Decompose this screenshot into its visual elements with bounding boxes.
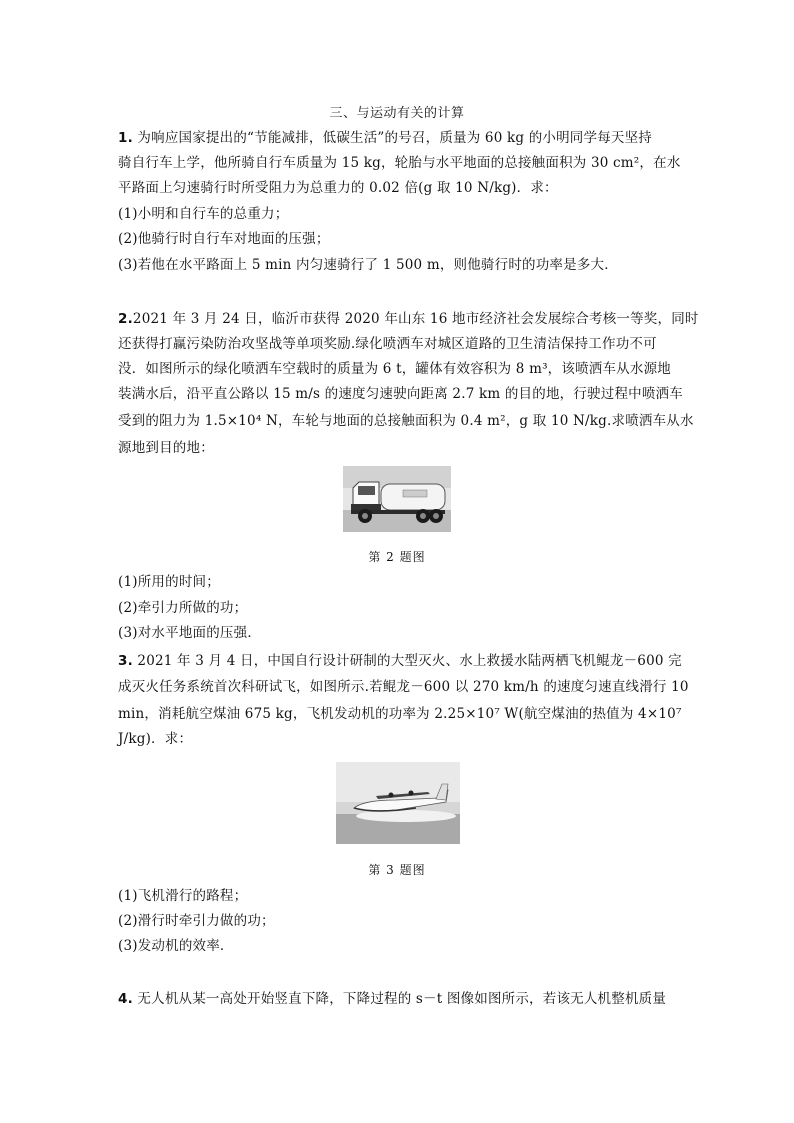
q1-sub-2: (2)他骑行时自行车对地面的压强； <box>118 231 330 247</box>
q1-sub-3: (3)若他在水平路面上 5 min 内匀速骑行了 1 500 m，则他骑行时的功率是多大． <box>118 257 618 273</box>
water-truck-image <box>343 466 451 532</box>
q3-line-4: J/kg)．求： <box>118 731 193 747</box>
q1-line-3: 平路面上匀速骑行时所受阻力为总重力的 0.02 倍(g 取 10 N/kg)．求： <box>118 180 558 196</box>
q1-sub-1: (1)小明和自行车的总重力； <box>118 206 289 222</box>
q3-sub-2: (2)滑行时牵引力做的功； <box>118 913 275 929</box>
q2-sub-2: (2)牵引力所做的功； <box>118 600 248 616</box>
q3-sub-3: (3)发动机的效率． <box>118 938 234 954</box>
q2-figure-caption: 第 2 题图 <box>368 550 426 564</box>
seaplane-image <box>336 762 460 844</box>
q3-line-3: min，消耗航空煤油 675 kg，飞机发动机的功率为 2.25×10⁷ W(航空煤油的热值为 4×10⁷ <box>118 706 682 722</box>
q3-number: 3. <box>118 653 133 669</box>
q3-figure-caption: 第 3 题图 <box>368 863 426 877</box>
q4-line-1: 4. 无人机从某一高处开始竖直下降，下降过程的 s－t 图像如图所示，若该无人机整机质量 <box>118 991 667 1007</box>
q4-number: 4. <box>118 991 133 1007</box>
q3-line-2: 成灭火任务系统首次科研试飞，如图所示.若鲲龙－600 以 270 km/h 的速度匀速直线滑行 10 <box>118 679 689 695</box>
q2-sub-1: (1)所用的时间； <box>118 574 220 590</box>
q2-line-5: 受到的阻力为 1.5×10⁴ N，车轮与地面的总接触面积为 0.4 m²，g 取 10 N/kg.求喷洒车从水 <box>118 413 694 429</box>
q2-number: 2. <box>118 311 133 327</box>
q3-line-1: 3. 2021 年 3 月 4 日，中国自行设计研制的大型灭火、水上救援水陆两栖飞机鲲龙－600 完 <box>118 653 682 669</box>
q3-sub-1: (1)飞机滑行的路程； <box>118 888 248 904</box>
q1-line-2: 骑自行车上学，他所骑自行车质量为 15 kg，轮胎与水平地面的总接触面积为 30 cm²，在水 <box>118 155 681 171</box>
q2-line-3: 没．如图所示的绿化喷洒车空载时的质量为 6 t，罐体有效容积为 8 m³，该喷洒车从水源地 <box>118 361 671 377</box>
q1-line-1: 1. 为响应国家提出的“节能减排，低碳生活”的号召，质量为 60 kg 的小明同学每天坚持 <box>118 130 652 146</box>
q2-line-2: 还获得打赢污染防治攻坚战等单项奖励.绿化喷洒车对城区道路的卫生清洁保持工作功不可 <box>118 336 657 352</box>
q2-line-6: 源地到目的地： <box>118 440 214 456</box>
q2-line-4: 装满水后，沿平直公路以 15 m/s 的速度匀速驶向距离 2.7 km 的目的地，行驶过程中喷洒车 <box>118 386 683 402</box>
q2-line-1: 2.2021 年 3 月 24 日，临沂市获得 2020 年山东 16 地市经济社会发展综合考核一等奖，同时 <box>118 311 699 327</box>
section-title: 三、与运动有关的计算 <box>329 106 465 121</box>
q1-number: 1. <box>118 130 133 146</box>
q2-sub-3: (3)对水平地面的压强． <box>118 625 262 641</box>
